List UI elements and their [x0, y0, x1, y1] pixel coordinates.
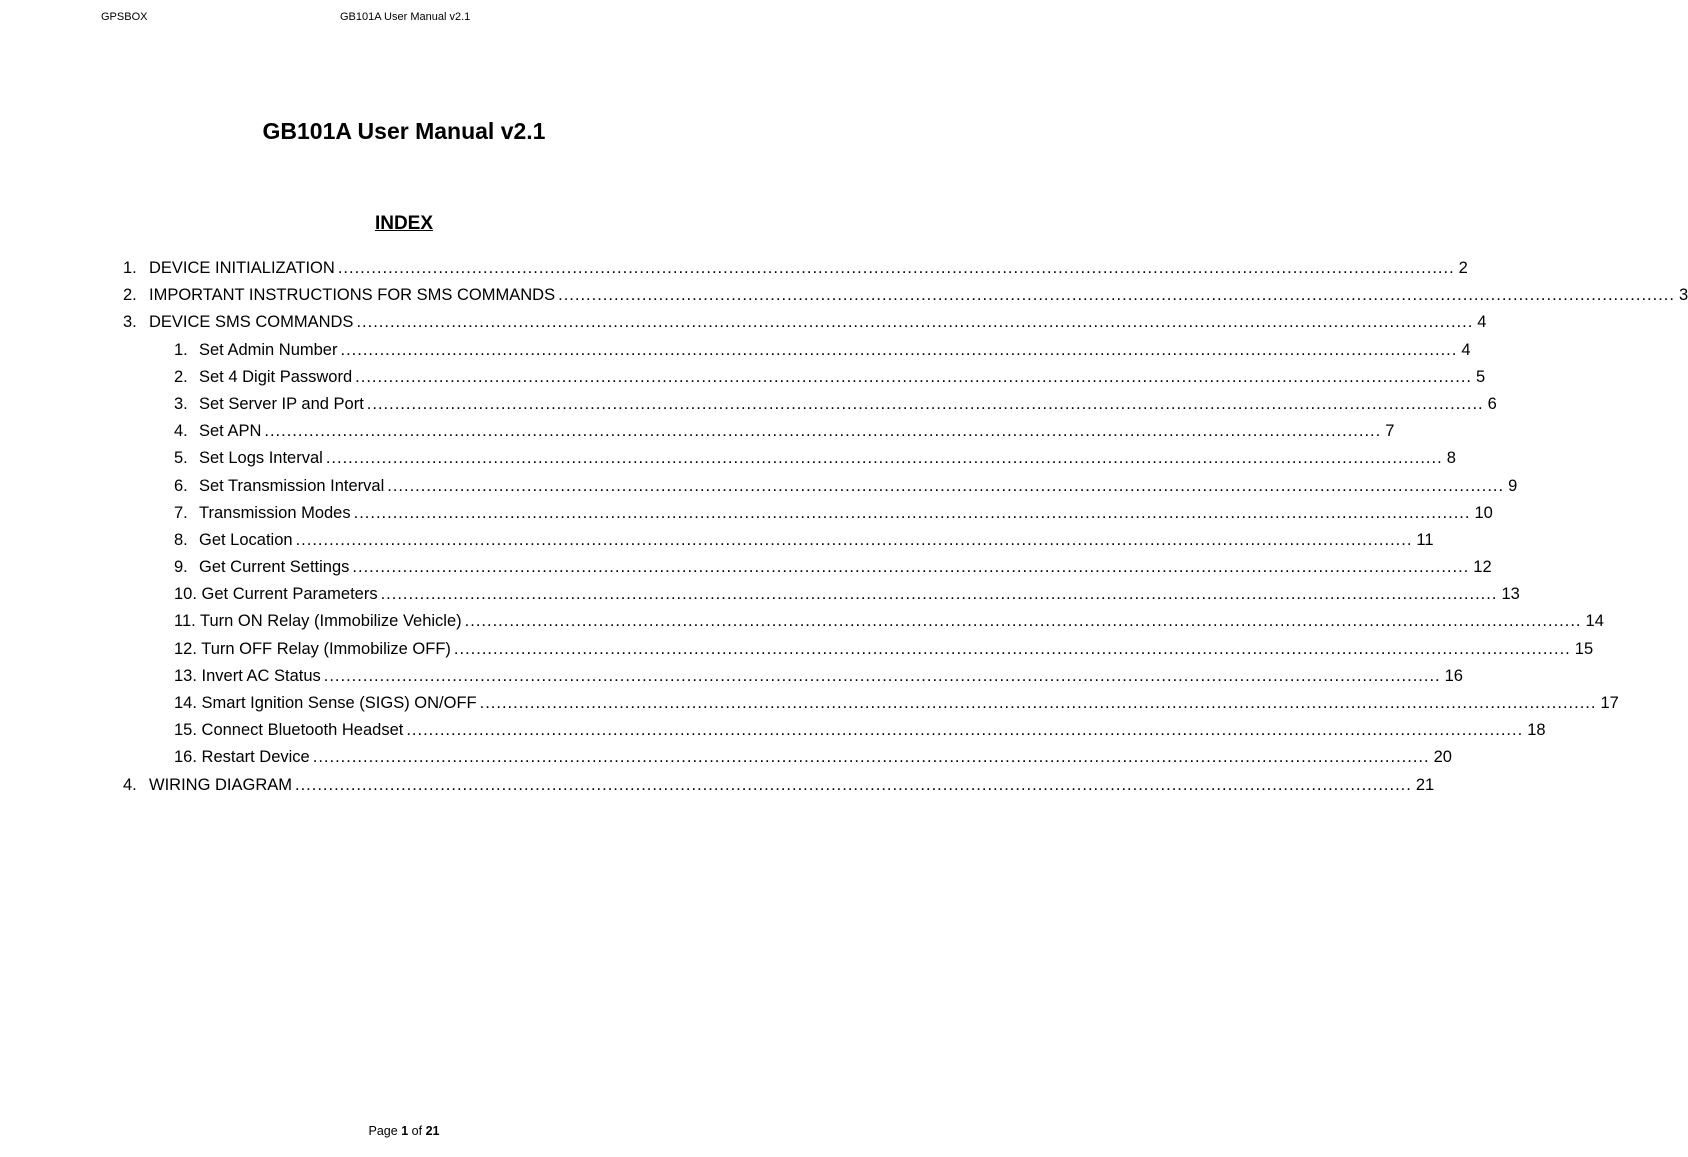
toc-entry-row	[199, 473, 1518, 500]
toc-entry-row	[149, 282, 1688, 309]
toc-entry-label: IMPORTANT INSTRUCTIONS FOR SMS COMMANDS	[149, 286, 556, 305]
toc-entry-number: 10.	[174, 585, 197, 604]
toc-entry-label	[174, 581, 381, 608]
toc-entry[interactable]	[0, 500, 1493, 527]
toc-entry-leader-dots: ........................................................................................................................................................................................................	[558, 286, 1675, 305]
toc-entry-label: Set Server IP and Port	[199, 394, 364, 413]
toc-entry[interactable]	[0, 445, 1456, 472]
toc-entry-number: 12.	[174, 639, 197, 658]
toc-entry-number: 3.	[123, 313, 137, 332]
toc-entry-leader-dots: ........................................................................................................................................................................................................	[406, 721, 1524, 740]
toc-entry[interactable]	[0, 554, 1492, 581]
toc-entry-label: DEVICE INITIALIZATION	[149, 259, 335, 277]
footer-total-pages: 21	[425, 1124, 440, 1138]
toc-entry-row	[199, 337, 1471, 364]
toc-entry-label: Get Current Settings	[199, 558, 350, 577]
toc-entry-page-number: 3	[1678, 286, 1688, 305]
toc-entry[interactable]	[0, 772, 1435, 799]
toc-entry-label: Set Logs Interval	[199, 449, 323, 468]
toc-entry[interactable]	[0, 473, 1518, 500]
toc-entry[interactable]	[0, 337, 1471, 364]
toc-entry-number: 16.	[174, 748, 197, 767]
toc-entry[interactable]	[0, 690, 1619, 717]
toc-entry-label	[174, 608, 465, 635]
toc-entry-number: 4.	[174, 422, 188, 441]
toc-entry-leader-dots: ........................................................................................................................................................................................................	[464, 612, 1582, 631]
toc-entry[interactable]	[0, 255, 1468, 282]
toc-entry-number: 1.	[174, 340, 188, 359]
toc-entry-row	[199, 445, 1456, 472]
toc-entry[interactable]	[0, 527, 1434, 554]
toc-entry-title: Get Current Parameters	[201, 585, 378, 604]
toc-entry-label: Get Location	[199, 530, 293, 549]
toc-entry-number: 8.	[174, 530, 188, 549]
toc-entry-page-number: 11	[1416, 530, 1434, 549]
toc-entry-page-number: 13	[1501, 585, 1520, 604]
toc-entry-title: Invert AC Status	[201, 666, 321, 685]
index-heading: INDEX	[374, 213, 434, 234]
toc-entry-title: Restart Device	[201, 748, 310, 767]
toc-entry[interactable]	[0, 717, 1546, 744]
toc-entry-page-number: 4	[1477, 313, 1487, 332]
toc-entry-number: 5.	[174, 449, 188, 468]
toc-entry-page-number: 8	[1446, 449, 1456, 468]
toc-entry-page-number: 15	[1574, 639, 1594, 658]
toc-entry[interactable]	[0, 744, 1452, 771]
toc-entry-leader-dots: ........................................................................................................................................................................................................	[295, 530, 1413, 549]
toc-entry-row	[149, 772, 1435, 799]
toc-entry-row	[149, 309, 1487, 336]
toc-entry-leader-dots: ........................................................................................................................................................................................................	[264, 422, 1382, 441]
toc-entry-number: 7.	[174, 503, 188, 522]
toc-entry-page-number: 20	[1433, 748, 1452, 767]
toc-entry-number: 13.	[174, 666, 197, 685]
toc-entry-row	[199, 554, 1492, 581]
toc-entry-row	[174, 608, 1604, 635]
toc-entry-number: 15.	[174, 721, 197, 740]
toc-entry-leader-dots: ........................................................................................................................................................................................................	[325, 449, 1443, 468]
toc-entry-page-number: 17	[1600, 694, 1619, 712]
footer-page-label: Page	[368, 1124, 398, 1138]
toc-entry-number: 3.	[174, 394, 188, 413]
toc-entry-number: 2.	[123, 286, 137, 305]
toc-entry-label	[174, 690, 480, 717]
toc-entry-number: 11.	[174, 612, 196, 631]
toc-entry-number: 4.	[123, 775, 137, 794]
toc-entry-leader-dots: ........................................................................................................................................................................................................	[312, 748, 1430, 767]
document-title: GB101A User Manual v2.1	[262, 118, 546, 144]
toc-entry[interactable]	[0, 608, 1604, 635]
header-document-title: GB101A User Manual v2.1	[340, 11, 471, 23]
toc-entry-number: 1.	[123, 259, 137, 277]
toc-entry-page-number: 6	[1487, 394, 1497, 413]
toc-entry-page-number: 7	[1385, 422, 1395, 441]
page-header	[0, 11, 808, 31]
toc-entry-page-number: 9	[1508, 476, 1518, 495]
toc-entry[interactable]	[0, 663, 1463, 690]
toc-entry[interactable]	[0, 309, 1487, 336]
toc-entry-page-number: 18	[1527, 721, 1546, 740]
toc-entry-leader-dots: ........................................................................................................................................................................................................	[323, 666, 1441, 685]
toc-entry-label: Transmission Modes	[199, 503, 351, 522]
toc-entry[interactable]	[0, 418, 1395, 445]
toc-entry-page-number: 4	[1461, 340, 1471, 359]
toc-entry-page-number: 16	[1444, 666, 1463, 685]
page-footer	[0, 1124, 808, 1138]
toc-entry[interactable]	[0, 581, 1520, 608]
toc-entry-row	[149, 255, 1468, 282]
toc-entry-row	[199, 391, 1497, 418]
toc-entry-leader-dots: ........................................................................................................................................................................................................	[453, 639, 1571, 658]
toc-entry[interactable]	[0, 391, 1497, 418]
table-of-contents	[0, 255, 1688, 799]
toc-entry-row	[199, 364, 1486, 391]
toc-entry-label: Set APN	[199, 422, 262, 441]
toc-entry-row	[199, 418, 1395, 445]
toc-entry-row	[199, 527, 1434, 554]
toc-entry-page-number: 5	[1476, 367, 1486, 386]
toc-entry-title: Smart Ignition Sense (SIGS) ON/OFF	[201, 694, 477, 712]
toc-entry-row	[199, 500, 1493, 527]
toc-entry-label	[174, 636, 454, 663]
toc-entry-row	[174, 690, 1619, 717]
toc-entry-page-number: 12	[1473, 558, 1492, 577]
toc-entry-page-number: 21	[1415, 775, 1435, 794]
toc-entry-leader-dots: ........................................................................................................................................................................................................	[295, 775, 1412, 794]
toc-entry-leader-dots: ........................................................................................................................................................................................................	[355, 367, 1473, 386]
toc-entry-title: Turn OFF Relay (Immobilize OFF)	[201, 639, 451, 658]
toc-entry-label	[174, 663, 324, 690]
toc-entry-title: Connect Bluetooth Headset	[201, 721, 404, 740]
toc-entry-label: DEVICE SMS COMMANDS	[149, 313, 354, 332]
toc-entry-page-number: 10	[1474, 503, 1493, 522]
header-company: GPSBOX	[101, 11, 148, 23]
toc-entry-leader-dots: ........................................................................................................................................................................................................	[356, 313, 1474, 332]
toc-entry[interactable]	[0, 364, 1486, 391]
toc-entry-page-number: 14	[1585, 612, 1604, 631]
toc-entry-leader-dots: ........................................................................................................................................................................................................	[353, 503, 1471, 522]
toc-entry-label: WIRING DIAGRAM	[149, 775, 292, 794]
toc-entry-number: 14.	[174, 694, 197, 712]
toc-entry-leader-dots: ........................................................................................................................................................................................................	[337, 259, 1455, 277]
toc-entry-page-number: 2	[1458, 259, 1468, 277]
toc-entry-number: 9.	[174, 558, 188, 577]
toc-entry-leader-dots: ........................................................................................................................................................................................................	[479, 694, 1597, 712]
toc-entry-label	[174, 744, 313, 771]
toc-entry-leader-dots: ........................................................................................................................................................................................................	[387, 476, 1505, 495]
toc-entry-leader-dots: ........................................................................................................................................................................................................	[366, 394, 1484, 413]
toc-entry[interactable]	[0, 282, 1688, 309]
toc-entry-row	[174, 663, 1463, 690]
toc-entry-number: 2.	[174, 367, 188, 386]
toc-entry-leader-dots: ........................................................................................................................................................................................................	[352, 558, 1470, 577]
toc-entry-row	[174, 717, 1546, 744]
toc-entry-label	[174, 717, 406, 744]
toc-entry-row	[174, 744, 1452, 771]
toc-entry-row	[174, 636, 1594, 663]
footer-of-label: of	[411, 1124, 423, 1138]
toc-entry-label: Set 4 Digit Password	[199, 367, 353, 386]
toc-entry-label: Set Transmission Interval	[199, 476, 385, 495]
toc-entry-label: Set Admin Number	[199, 340, 338, 359]
toc-entry-row	[174, 581, 1520, 608]
toc-entry-leader-dots: ........................................................................................................................................................................................................	[380, 585, 1498, 604]
footer-current-page: 1	[401, 1124, 409, 1138]
toc-entry-leader-dots: ........................................................................................................................................................................................................	[340, 340, 1458, 359]
toc-entry-number: 6.	[174, 476, 188, 495]
toc-entry[interactable]	[0, 636, 1594, 663]
toc-entry-title: Turn ON Relay (Immobilize Vehicle)	[200, 612, 462, 631]
